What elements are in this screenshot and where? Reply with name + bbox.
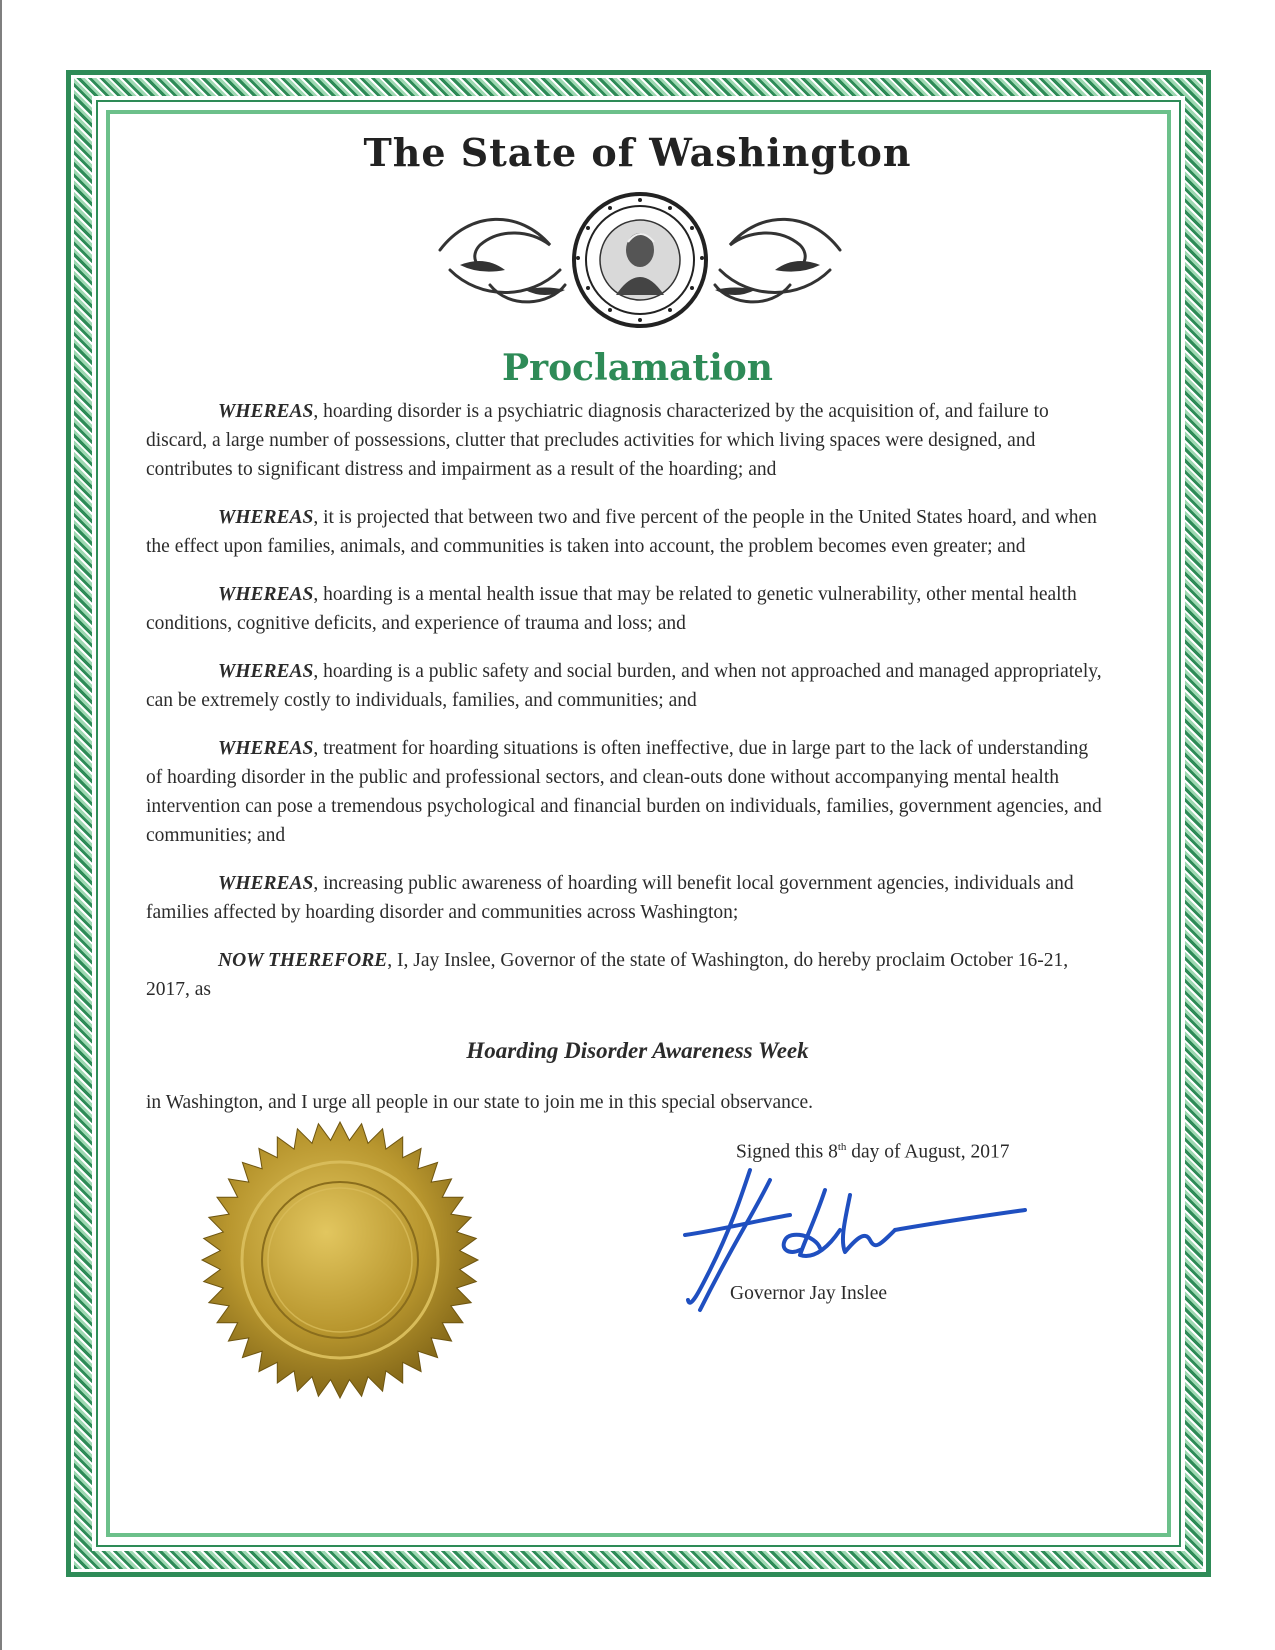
paragraph-text: , hoarding is a mental health issue that may be related to genetic vulnerability, other mental health conditions, cognitive deficits, and experience of trauma and loss; and [146, 584, 1077, 634]
whereas-paragraph [146, 397, 1106, 484]
paragraph-lead: WHEREAS [218, 661, 314, 682]
closing-statement: in Washington, and I urge all people in our state to join me in this special observance. [146, 1092, 814, 1113]
paragraph-text: , it is projected that between two and five percent of the people in the United States hoard, and when the effect upon families, animals, and communities is taken into account, the problem becomes even greater; and [146, 507, 1097, 557]
governor-name: Governor Jay Inslee [730, 1283, 888, 1304]
now-therefore-paragraph [146, 946, 1106, 1004]
washington-state-seal-icon [430, 190, 850, 330]
signed-suffix: day of August, 2017 [846, 1141, 1010, 1163]
paragraph-lead: WHEREAS [218, 401, 314, 422]
gold-foil-seal-icon [200, 1120, 480, 1400]
paragraph-text: , hoarding disorder is a psychiatric diagnosis characterized by the acquisition of, and failure to discard, a large number of possessions, clutter that precludes activities for which living spaces were designed, and contributes to significant distress and impairment as a result of the hoarding; and [146, 401, 1049, 480]
whereas-paragraph [146, 869, 1106, 927]
paragraph-lead: NOW THEREFORE [218, 950, 388, 971]
awareness-week-title: Hoarding Disorder Awareness Week [466, 1038, 809, 1063]
whereas-paragraph [146, 580, 1106, 638]
whereas-paragraph [146, 734, 1106, 850]
state-heading: The State of Washington [363, 130, 912, 175]
paragraph-text: , treatment for hoarding situations is often ineffective, due in large part to the lack of understanding of hoarding disorder in the public and professional sectors, and clean-outs done without accompanying mental health intervention can pose a tremendous psychological and financial burden on individuals, families, government agencies, and communities; and [146, 738, 1102, 846]
proclamation-body [146, 397, 1106, 1023]
proclamation-title: Proclamation [502, 347, 773, 389]
paragraph-lead: WHEREAS [218, 507, 314, 528]
paragraph-lead: WHEREAS [218, 738, 314, 759]
paragraph-lead: WHEREAS [218, 873, 314, 894]
paragraph-text: , increasing public awareness of hoarding will benefit local government agencies, individuals and families affected by hoarding disorder and communities across Washington; [146, 873, 1074, 923]
paragraph-text: , hoarding is a public safety and social burden, and when not approached and managed appropriately, can be extremely costly to individuals, families, and communities; and [146, 661, 1102, 711]
paragraph-lead: WHEREAS [218, 584, 314, 605]
whereas-paragraph [146, 657, 1106, 715]
whereas-paragraph [146, 503, 1106, 561]
signed-ordinal: th [837, 1141, 847, 1153]
signed-prefix: Signed this 8 [736, 1141, 838, 1163]
paragraph-text: , I, Jay Inslee, Governor of the state of Washington, do hereby proclaim October 16-21, 2017, as [146, 950, 1069, 1000]
window-edge [0, 0, 2, 1650]
